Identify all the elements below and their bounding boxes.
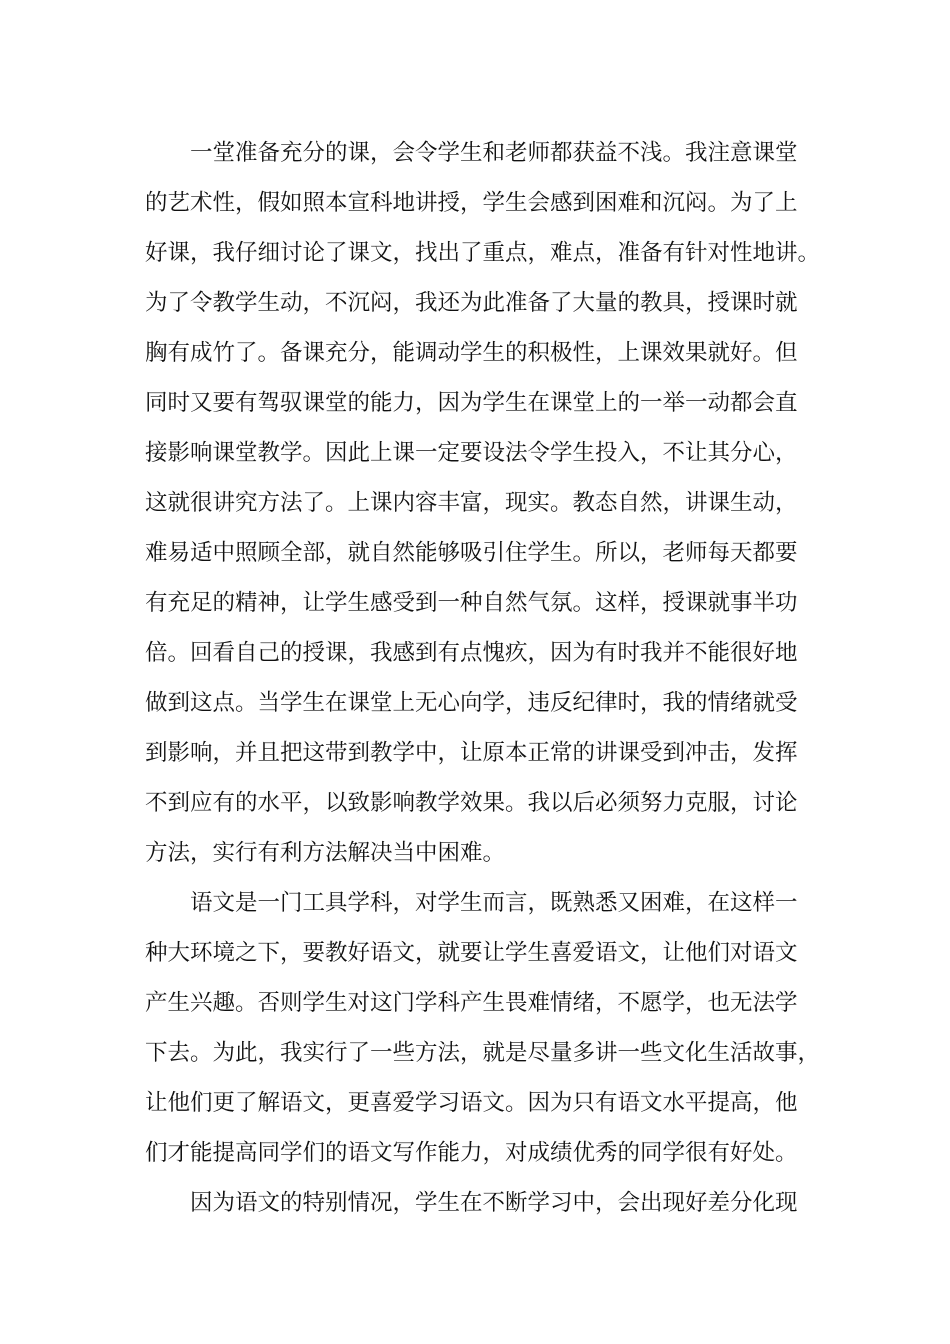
paragraph-line: 这就很讲究方法了。上课内容丰富，现实。教态自然，讲课生动， <box>145 490 798 516</box>
paragraph-line: 的艺术性，假如照本宣科地讲授，学生会感到困难和沉闷。为了上 <box>145 190 798 216</box>
paragraph-line: 做到这点。当学生在课堂上无心向学，违反纪律时，我的情绪就受 <box>145 690 798 716</box>
paragraph-line: 难易适中照顾全部，就自然能够吸引住学生。所以，老师每天都要 <box>145 540 798 566</box>
paragraph-line: 倍。回看自己的授课，我感到有点愧疚，因为有时我并不能很好地 <box>145 640 798 666</box>
paragraph-line: 同时又要有驾驭课堂的能力，因为学生在课堂上的一举一动都会直 <box>145 390 798 416</box>
paragraph-line: 接影响课堂教学。因此上课一定要设法令学生投入，不让其分心， <box>145 440 798 466</box>
paragraph <box>145 128 835 878</box>
paragraph <box>145 878 835 1178</box>
paragraph-line: 产生兴趣。否则学生对这门学科产生畏难情绪，不愿学，也无法学 <box>145 990 798 1016</box>
paragraph-line: 到影响，并且把这带到教学中，让原本正常的讲课受到冲击，发挥 <box>145 740 798 766</box>
paragraph-line: 一堂准备充分的课，会令学生和老师都获益不浅。我注意课堂 <box>190 140 798 166</box>
paragraph-line: 们才能提高同学们的语文写作能力，对成绩优秀的同学很有好处。 <box>145 1140 798 1166</box>
paragraph-line: 胸有成竹了。备课充分，能调动学生的积极性，上课效果就好。但 <box>145 340 798 366</box>
paragraph <box>145 1178 835 1228</box>
paragraph-line: 为了令教学生动，不沉闷，我还为此准备了大量的教具，授课时就 <box>145 290 798 316</box>
paragraph-line: 让他们更了解语文，更喜爱学习语文。因为只有语文水平提高，他 <box>145 1090 798 1116</box>
paragraph-line: 好课，我仔细讨论了课文，找出了重点，难点，准备有针对性地讲。 <box>145 240 821 266</box>
paragraph-line: 有充足的精神，让学生感受到一种自然气氛。这样，授课就事半功 <box>145 590 798 616</box>
document-body <box>145 128 835 1228</box>
paragraph-line: 种大环境之下，要教好语文，就要让学生喜爱语文，让他们对语文 <box>145 940 798 966</box>
paragraph-line: 因为语文的特别情况，学生在不断学习中，会出现好差分化现 <box>190 1190 798 1216</box>
paragraph-line: 语文是一门工具学科，对学生而言，既熟悉又困难，在这样一 <box>190 890 798 916</box>
paragraph-line: 不到应有的水平，以致影响教学效果。我以后必须努力克服，讨论 <box>145 790 798 816</box>
paragraph-line: 方法，实行有利方法解决当中困难。 <box>145 840 506 866</box>
paragraph-line: 下去。为此，我实行了一些方法，就是尽量多讲一些文化生活故事， <box>145 1040 821 1066</box>
